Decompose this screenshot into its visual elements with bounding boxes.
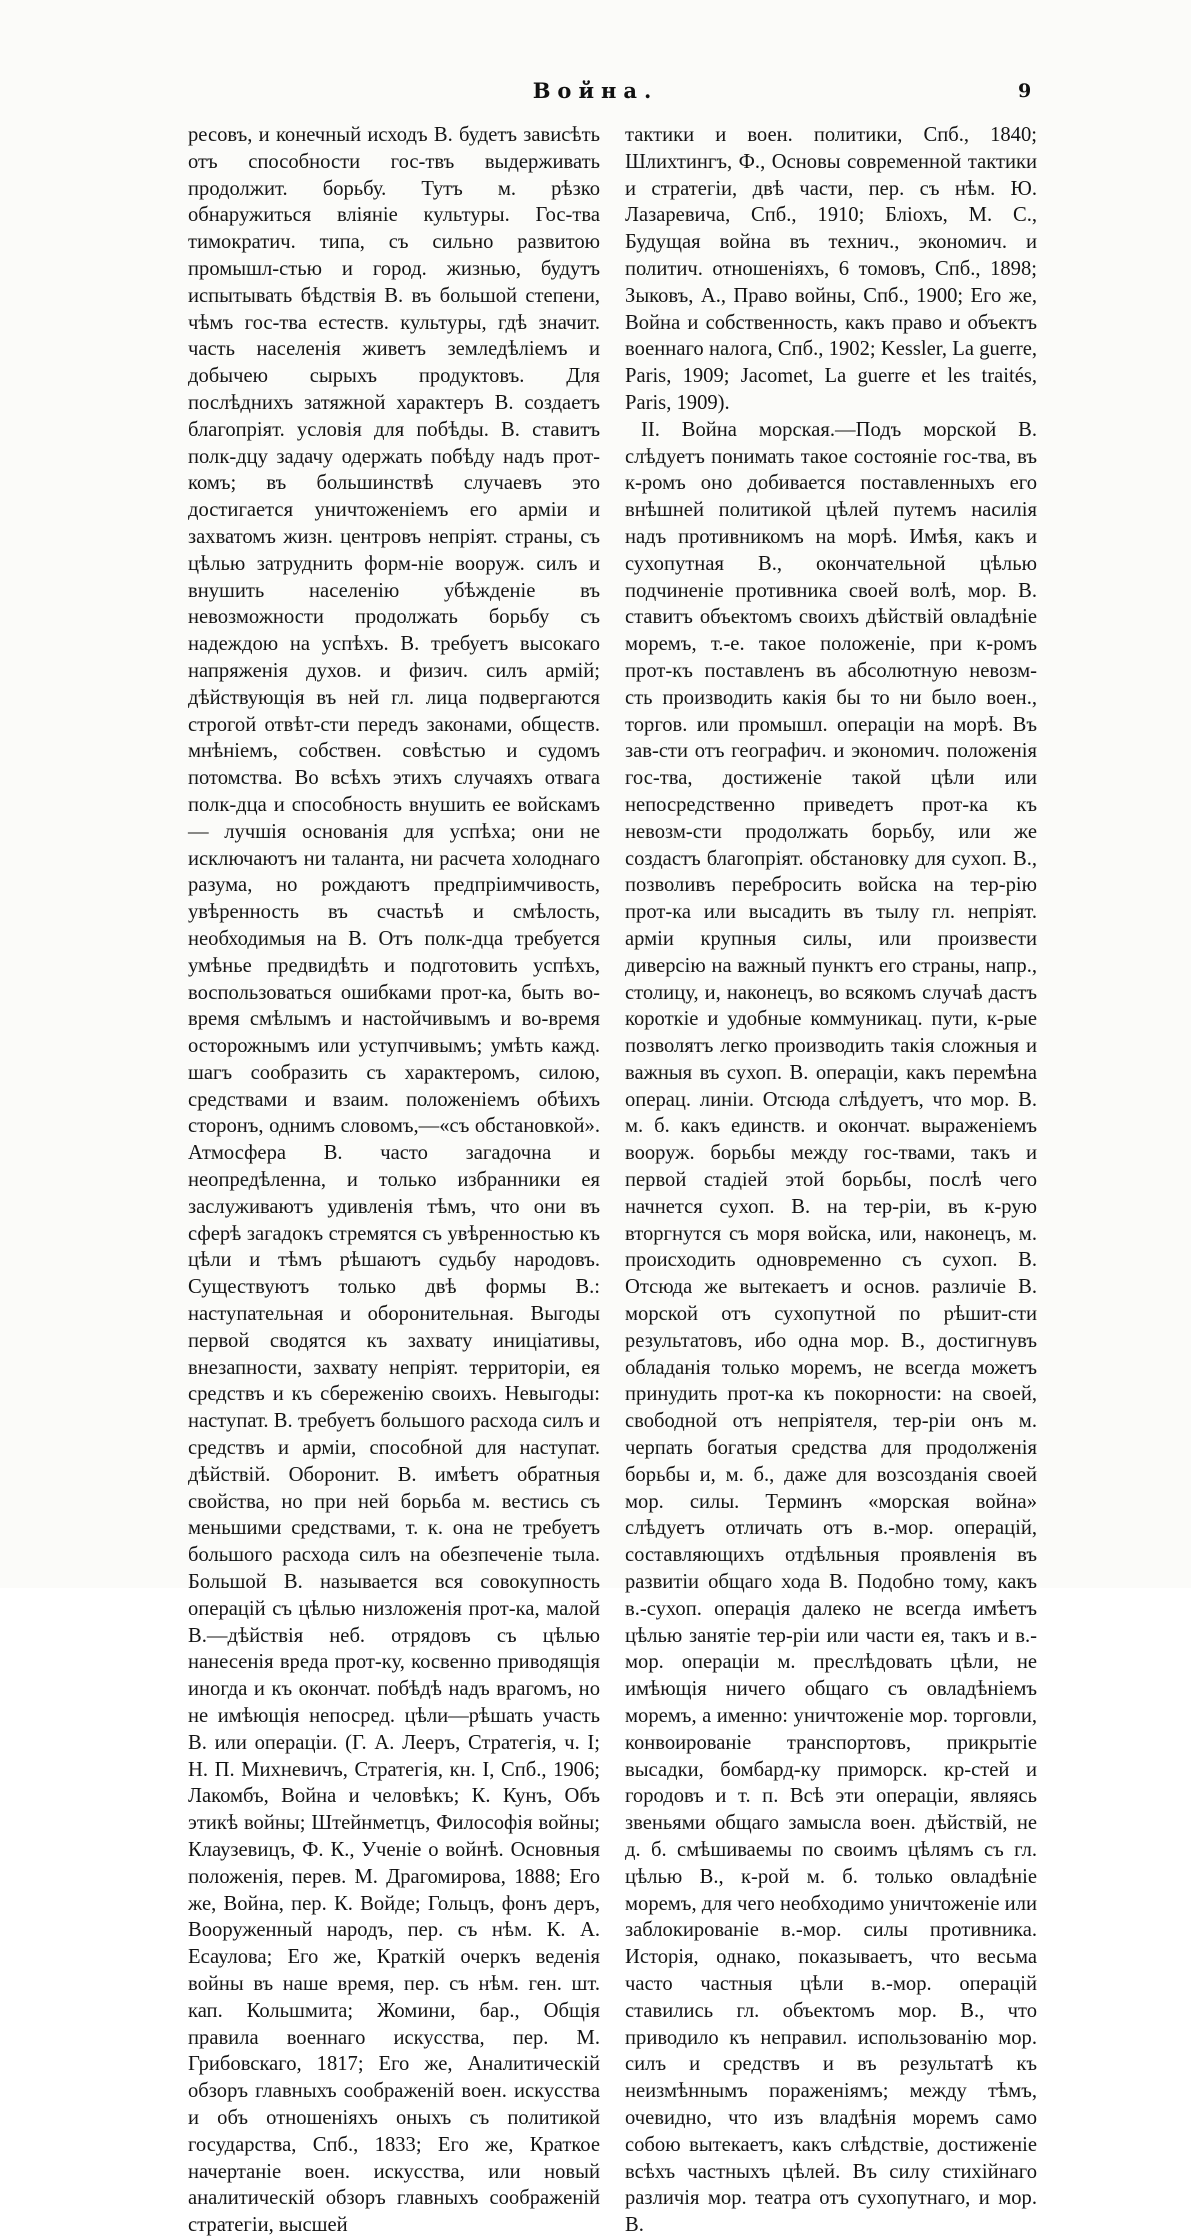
left-column	[188, 122, 600, 2239]
left-column-paragraph: ресовъ, и конечный исходъ В. будетъ зависѣть отъ способности гос-твъ выдерживать продолжит. борьбу. Тутъ м. рѣзко обнаружиться вліяніе культуры. Гос-тва тимократич. типа, съ сильно развитою промышл-стью и город. жизнью, будутъ испытывать бѣдствія В. въ большой степени, чѣмъ гос-тва естеств. культуры, гдѣ значит. часть населенія живетъ земледѣліемъ и добычею сырыхъ продуктовъ. Для послѣднихъ затяжной характеръ В. создаетъ благопріят. условія для побѣды. В. ставитъ полк-дцу задачу одержать побѣду надъ прот-комъ; въ большинствѣ случаевъ это достигается уничтоженіемъ его арміи и захватомъ жизн. центровъ непріят. страны, съ цѣлью затруднить форм-ніе вооруж. силъ и внушить населенію убѣжденіе въ невозможности продолжать борьбу съ надеждою на успѣхъ. В. требуетъ высокаго напряженія духов. и физич. силъ армій; дѣйствующія въ ней гл. лица подвергаются строгой отвѣт-сти передъ законами, обществ. мнѣніемъ, собствен. совѣстью и судомъ потомства. Во всѣхъ этихъ случаяхъ отвага полк-дца и способность внушить ее войскамъ — лучшія основанія для успѣха; они не исключаютъ ни таланта, ни расчета холоднаго разума, но рождаютъ предпріимчивость, увѣренность въ счастьѣ и смѣлость, необходимыя на В. Отъ полк-дца требуется умѣнье предвидѣть и подготовить успѣхъ, воспользоваться ошибками прот-ка, быть во-время смѣлымъ и настойчивымъ и во-время осторожнымъ или уступчивымъ; умѣть кажд. шагъ сообразить съ характеромъ, силою, средствами и взаим. положеніемъ обѣихъ сторонъ, однимъ словомъ,—«съ обстановкой». Атмосфера В. часто загадочна и неопредѣленна, и только избранники ея заслуживаютъ удивленія тѣмъ, что они въ сферѣ загадокъ стремятся съ увѣренностью къ цѣли и тѣмъ рѣшаютъ судьбу народовъ. Существуютъ только двѣ формы В.: наступательная и оборонительная. Выгоды первой сводятся къ захвату иниціативы, внезапности, захвату непріят. территоріи, ея средствъ и къ сбереженію своихъ. Невыгоды: наступат. В. требуетъ большого расхода силъ и средствъ и арміи, способной для наступат. дѣйствій. Оборонит. В. имѣетъ обратныя свойства, но при ней борьба м. вестись съ меньшими средствами, т. к. она не требуетъ большого расхода силъ на обезпеченіе тыла. Большой В. называется вся совокупность операцій съ цѣлью низложенія прот-ка, малой В.—дѣйствія неб. отрядовъ съ цѣлью нанесенія вреда прот-ку, косвенно приводящія иногда и къ окончат. побѣдѣ надъ врагомъ, но не имѣющія непосред. цѣли—рѣшать участь В. или операціи. (Г. А. Лееръ, Стратегія, ч. I; Н. П. Михневичъ, Стратегія, кн. I, Спб., 1906; Лакомбъ, Война и человѣкъ; К. Кунъ, Объ этикѣ войны; Штейнметцъ, Философія войны; Клаузевицъ, Ф. К., Ученіе о войнѣ. Основныя положенія, перев. М. Драгомирова, 1888; Его же, Война, пер. К. Войде; Гольцъ, фонъ деръ, Вооруженный народъ, пер. съ нѣм. К. А. Есаулова; Его же, Краткій очеркъ веденія войны въ наше время, пер. съ нѣм. ген. шт. кап. Кольшмита; Жомини, бар., Общія правила военнаго искусства, пер. М. Грибовскаго, 1817; Его же, Аналитическій обзоръ главныхъ соображеній воен. искусства и объ отношеніяхъ оныхъ съ политикой государства, Спб., 1833; Его же, Краткое начертаніе воен. искусства, или новый аналитическій обзоръ главныхъ соображеній стратегіи, высшей	[188, 124, 600, 2237]
right-column	[625, 122, 1037, 2239]
right-column-paragraph-references: тактики и воен. политики, Спб., 1840; Шлихтингъ, Ф., Основы современной тактики и стратегіи, двѣ части, пер. съ нѣм. Ю. Лазаревича, Спб., 1910; Блiохъ, М. С., Будущая война въ технич., экономич. и политич. отношеніяхъ, 6 томовъ, Спб., 1898; Зыковъ, А., Право войны, Спб., 1900; Его же, Война и собственность, какъ право и объектъ военнаго налога, Спб., 1902; Kessler, La guerre, Paris, 1909; Jacomet, La guerre et les traités, Paris, 1909).	[625, 124, 1037, 414]
page-number: 9	[1018, 80, 1032, 102]
right-column-paragraph-naval-war: II. Война морская.—Подъ морской В. слѣдуетъ понимать такое состояніе гос-тва, въ к-ромъ оно добивается поставленныхъ его внѣшней политикой цѣлей путемъ насилія надъ противникомъ на морѣ. Имѣя, какъ и сухопутная В., окончательной цѣлью подчиненіе противника своей волѣ, мор. В. ставитъ объектомъ своихъ дѣйствій овладѣніе моремъ, т.-е. такое положеніе, при к-ромъ прот-къ поставленъ въ абсолютную невозм-сть производить какія бы то ни было воен., торгов. или промышл. операціи на морѣ. Въ зав-сти отъ географич. и экономич. положенія гос-тва, достиженіе такой цѣли или непосредственно приведетъ прот-ка къ невозм-сти продолжать борьбу, или же создастъ благопріят. обстановку для сухоп. В., позволивъ перебросить войска на тер-рію прот-ка или высадить въ тылу гл. непріят. арміи крупныя силы, или произвести диверсію на важный пунктъ его страны, напр., столицу, и, наконецъ, во всякомъ случаѣ дастъ короткіе и удобные коммуникац. пути, к-рые позволятъ легко производить такія сложныя и важныя въ сухоп. В. операціи, какъ перемѣна операц. линіи. Отсюда слѣдуетъ, что мор. В. м. б. какъ единств. и окончат. выраженіемъ вооруж. борьбы между гос-твами, такъ и первой стадіей этой борьбы, послѣ чего начнется сухоп. В. на тер-ріи, въ к-рую вторгнутся съ моря войска, или, наконецъ, м. происходить одновременно съ сухоп. В. Отсюда же вытекаетъ и основ. различіе В. морской отъ сухопутной по рѣшит-сти результатовъ, ибо одна мор. В., достигнувъ обладанія только моремъ, не всегда можетъ принудить прот-ка къ покорности: на своей, свободной отъ непріятеля, тер-ріи онъ м. черпать богатыя средства для продолженія борьбы и, м. б., даже для возсозданія своей мор. силы. Терминъ «морская война» слѣдуетъ отличать отъ в.-мор. операцій, составляющихъ отдѣльныя проявленія въ развитіи общаго хода В. Подобно тому, какъ в.-сухоп. операція далеко не всегда имѣетъ цѣлью занятіе тер-ріи или части ея, такъ и в.-мор. операціи м. преслѣдовать цѣли, не имѣющія ничего общаго съ овладѣніемъ моремъ, а именно: уничтоженіе мор. торговли, конвоированіе транспортовъ, прикрытіе высадки, бомбард-ку приморск. кр-стей и городовъ и т. п. Всѣ эти операціи, являясь звеньями общаго замысла воен. дѣйствій, не д. б. смѣшиваемы по своимъ цѣлямъ съ гл. цѣлью В., к-рой м. б. только овладѣніе моремъ, для чего необходимо уничтоженіе или заблокированіе в.-мор. силы противника. Исторія, однако, показываетъ, что весьма часто частныя цѣли в.-мор. операцій ставились гл. объектомъ мор. В., что приводило къ неправил. использованію мор. силъ и средствъ и въ результатѣ къ неизмѣннымъ пораженіямъ; между тѣмъ, очевидно, что изъ владѣнія моремъ само собою вытекаетъ, какъ слѣдствіе, достиженіе всѣхъ частныхъ цѣлей. Въ силу стихійнаго различія мор. театра отъ сухопутнаго, и мор. В.	[625, 418, 1037, 2237]
running-title: Война.	[532, 78, 659, 103]
